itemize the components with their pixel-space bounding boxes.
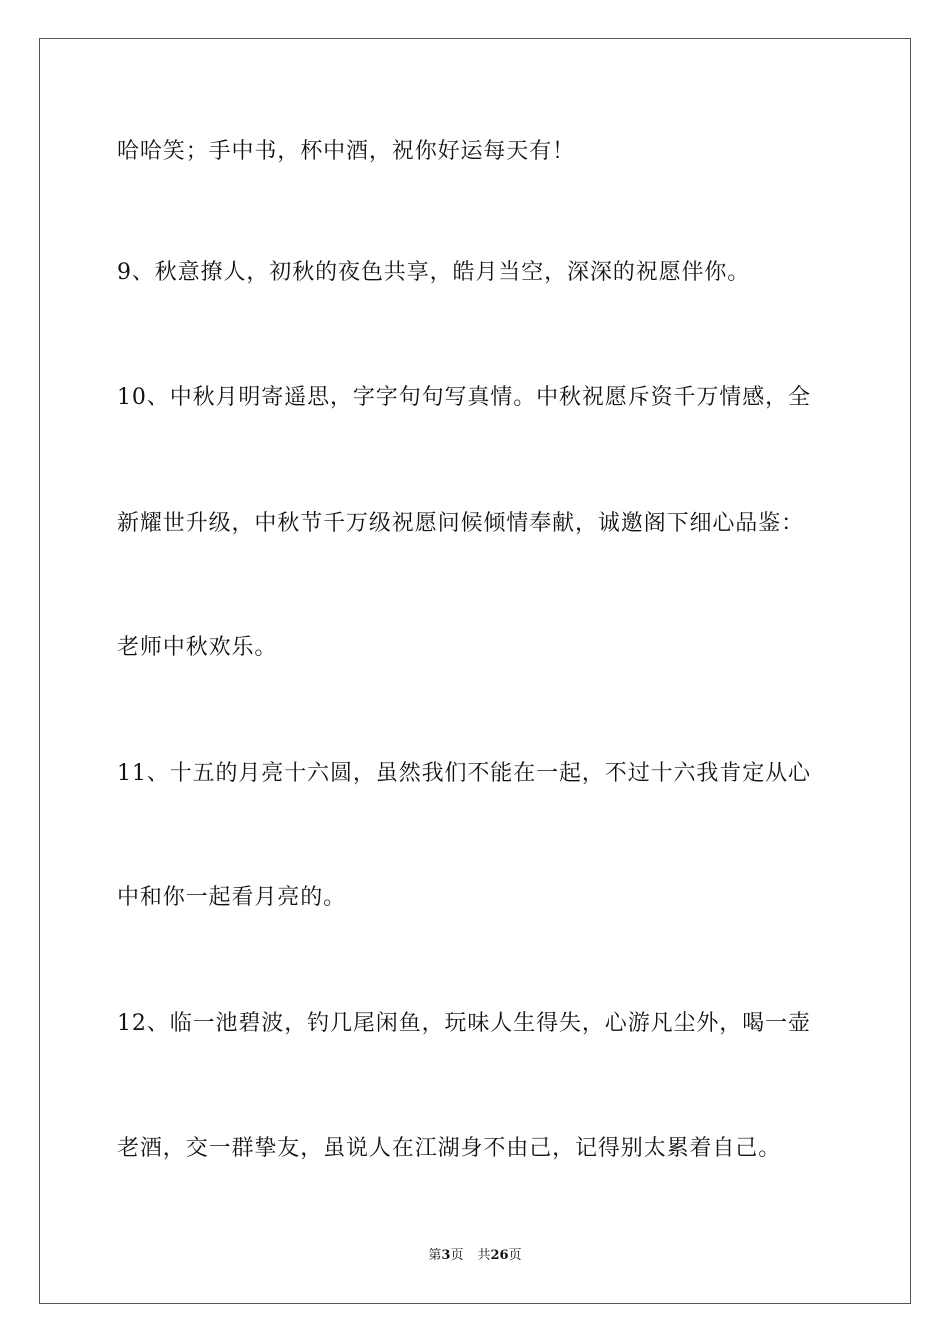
text-line: 10、中秋月明寄遥思，字字句句写真情。中秋祝愿斥资千万情感，全	[117, 385, 811, 410]
total-prefix: 共	[477, 1248, 491, 1263]
total-suffix: 页	[508, 1248, 522, 1263]
text-line: 12、临一池碧波，钓几尾闲鱼，玩味人生得失，心游凡尘外，喝一壶	[117, 1011, 811, 1036]
text-line: 老酒，交一群挚友，虽说人在江湖身不由己，记得别太累着自己。	[117, 1136, 782, 1161]
page-suffix: 页	[450, 1248, 464, 1263]
text-line: 中和你一起看月亮的。	[117, 885, 347, 910]
page-footer	[0, 1246, 950, 1266]
text-line: 新耀世升级，中秋节千万级祝愿问候倾情奉献，诚邀阁下细心品鉴：	[117, 511, 805, 536]
text-line: 哈哈笑；手中书，杯中酒，祝你好运每天有！	[117, 139, 576, 164]
text-line: 老师中秋欢乐。	[117, 635, 278, 660]
page-frame	[39, 38, 911, 1304]
page-prefix: 第	[428, 1248, 442, 1263]
page-number: 3	[441, 1248, 451, 1263]
text-line: 9、秋意撩人，初秋的夜色共享，皓月当空，深深的祝愿伴你。	[117, 260, 751, 285]
total-pages: 26	[490, 1248, 509, 1263]
text-line: 11、十五的月亮十六圆，虽然我们不能在一起，不过十六我肯定从心	[117, 761, 811, 786]
